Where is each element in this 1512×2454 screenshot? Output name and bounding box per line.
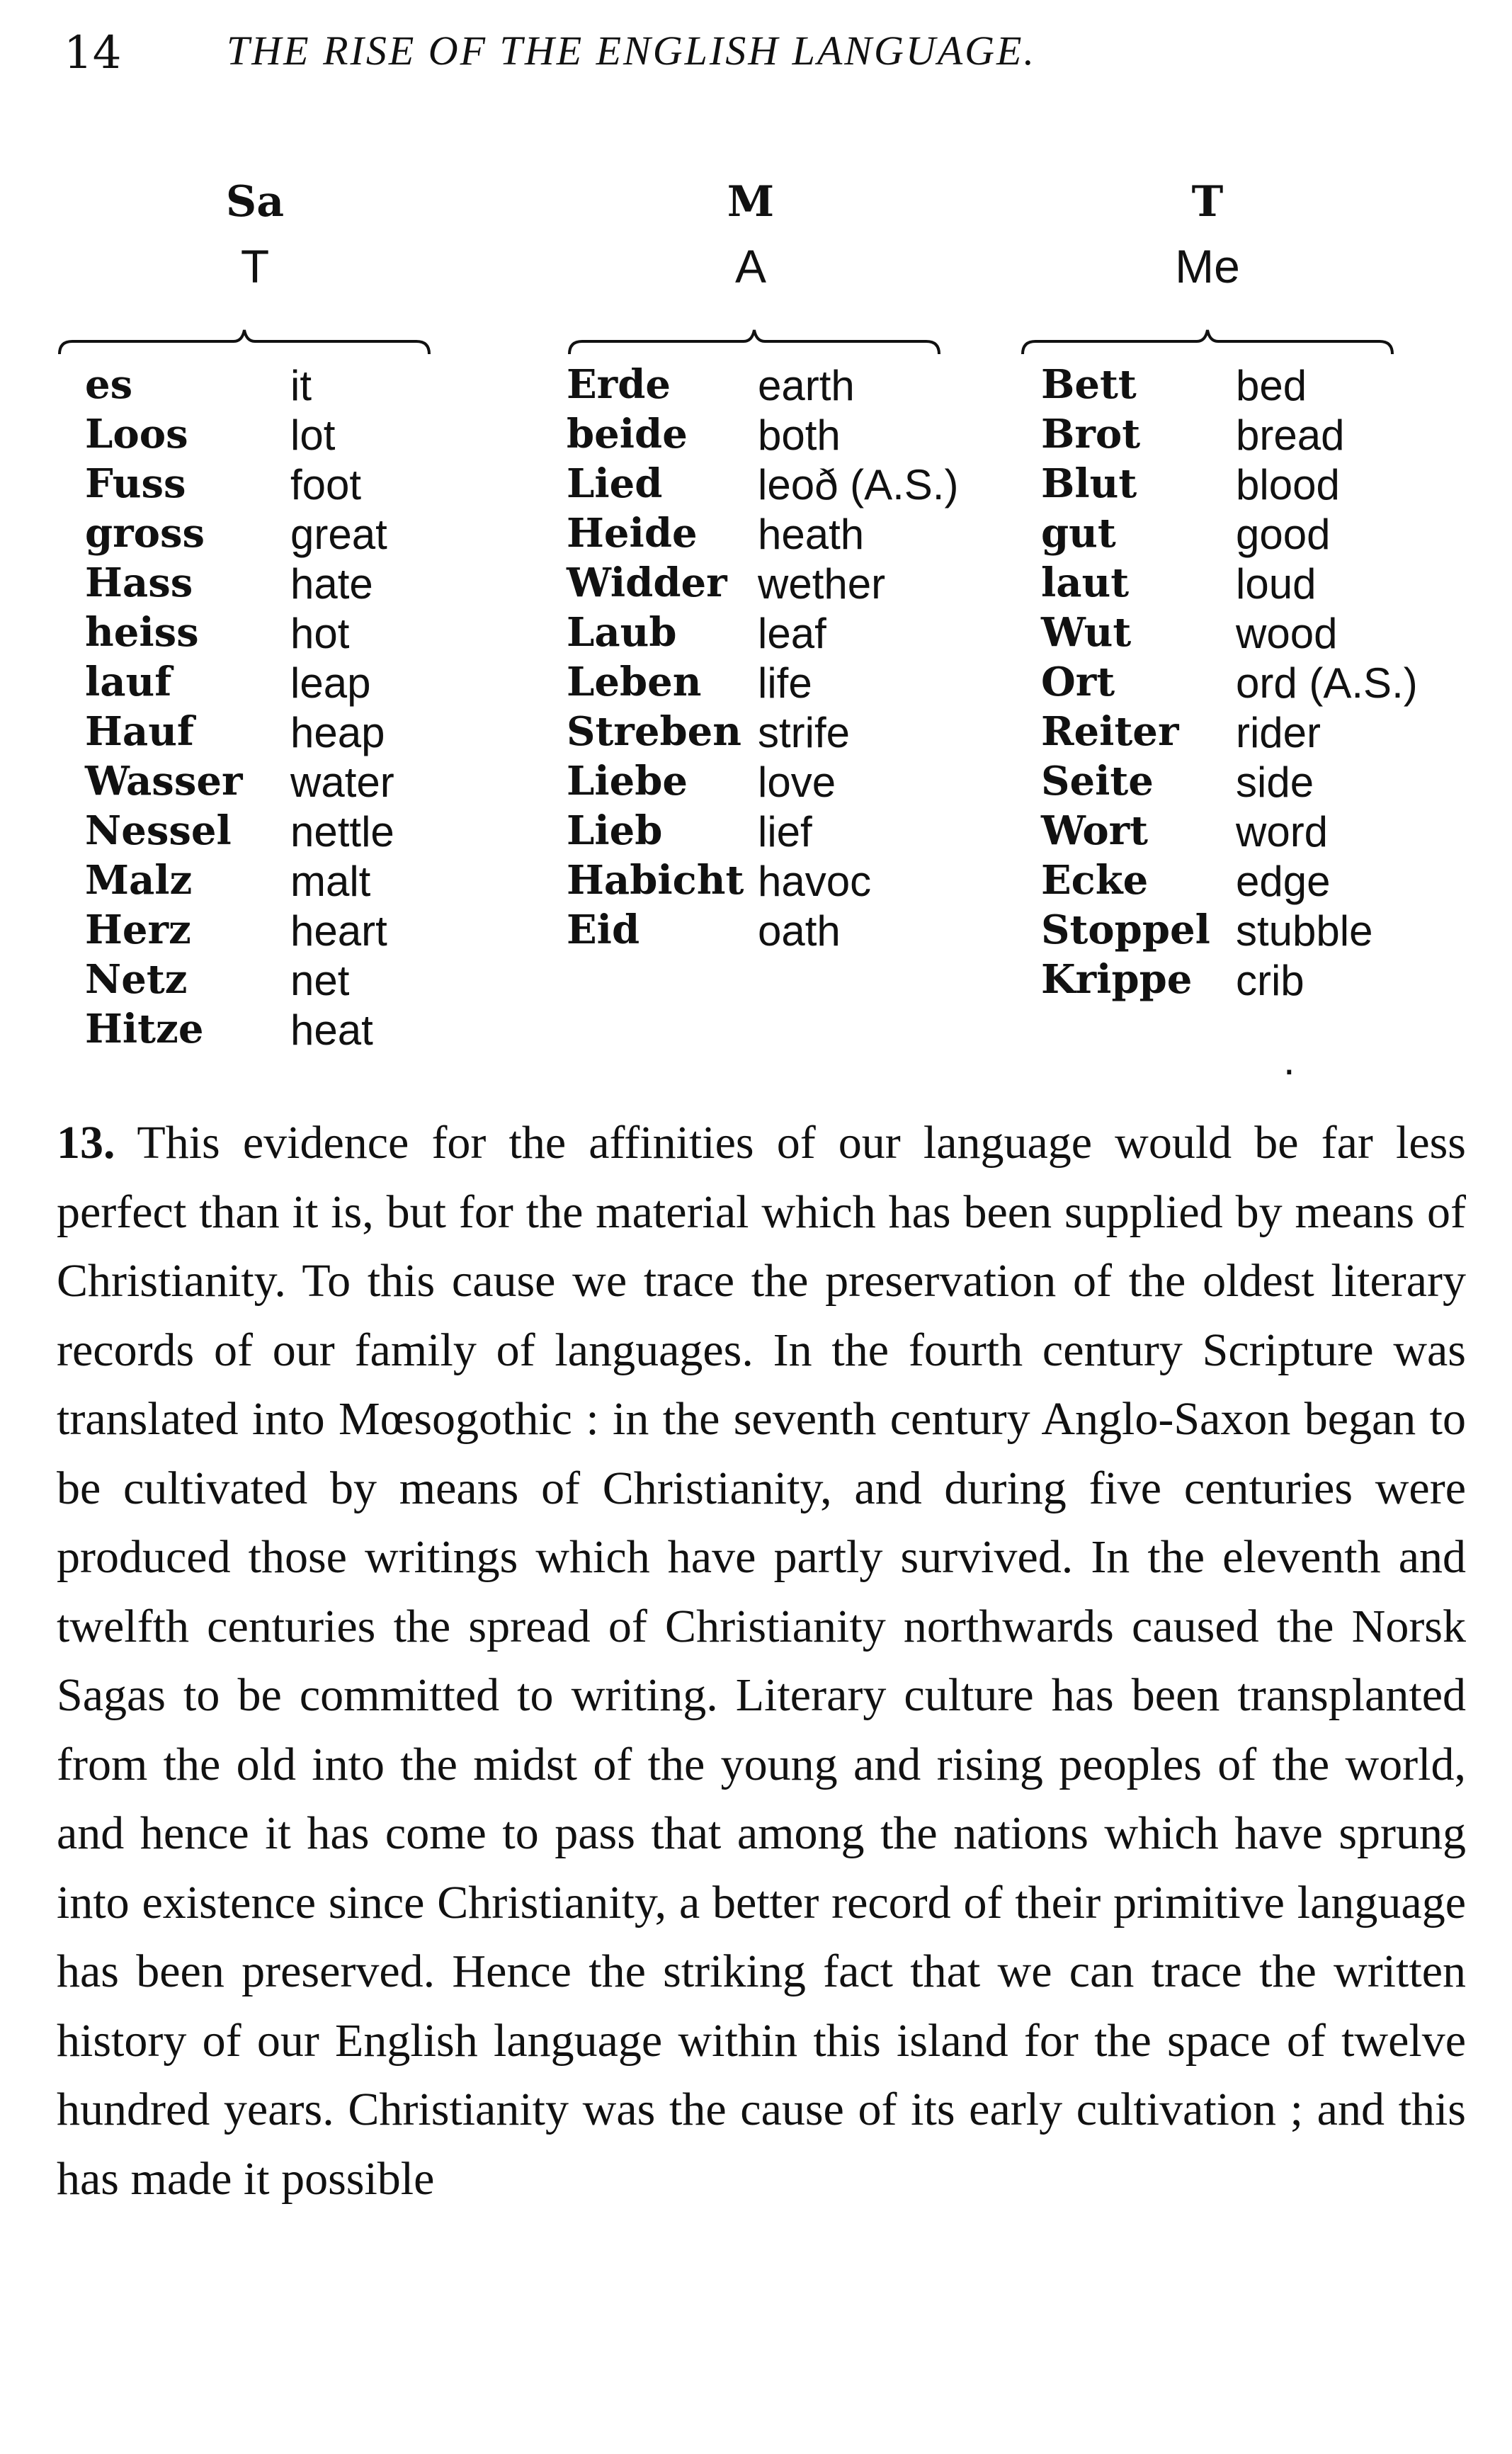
word-row (567, 857, 1006, 907)
word-row (567, 758, 1006, 807)
english-word: blood (1236, 461, 1340, 509)
word-row (1041, 857, 1480, 907)
german-word: Eid (567, 907, 640, 953)
english-word: crib (1236, 957, 1304, 1004)
german-word: Laub (567, 609, 677, 656)
word-row (85, 411, 453, 460)
word-row (567, 708, 1006, 758)
running-title: THE RISE OF THE ENGLISH LANGUAGE. (227, 28, 1036, 74)
german-word: Hass (85, 559, 193, 606)
word-row (85, 956, 453, 1006)
german-word: Krippe (1041, 956, 1193, 1003)
word-row (1041, 708, 1480, 758)
english-word: hot (290, 610, 350, 657)
german-word: Malz (85, 857, 193, 904)
german-word: beide (567, 411, 688, 458)
word-row (85, 857, 453, 907)
german-word: Nessel (85, 807, 232, 854)
english-word: leaf (758, 610, 826, 657)
word-row (567, 609, 1006, 659)
english-word: wether (758, 560, 886, 608)
word-row (1041, 956, 1480, 1006)
german-word: Lied (567, 460, 663, 507)
german-word: gross (85, 510, 205, 557)
english-word: oath (758, 907, 841, 955)
german-word: Heide (567, 510, 698, 557)
word-row (1041, 659, 1480, 708)
german-word: Erde (567, 361, 671, 408)
word-row (567, 559, 1006, 609)
word-row (85, 907, 453, 956)
word-row (1041, 361, 1480, 411)
german-word: Ecke (1041, 857, 1149, 904)
german-word: Loos (85, 411, 188, 458)
word-row (85, 708, 453, 758)
column-head-3-sub: Me (1175, 240, 1240, 292)
column-head-2 (609, 177, 892, 293)
page-header (57, 27, 1473, 91)
word-row (567, 659, 1006, 708)
english-word: earth (758, 362, 855, 409)
german-word: es (85, 361, 133, 408)
column-head-2-sub: A (734, 240, 767, 292)
german-word: Fuss (85, 460, 186, 507)
word-row (85, 609, 453, 659)
german-word: Ort (1041, 659, 1115, 705)
word-row (567, 807, 1006, 857)
paragraph-number: 13. (57, 1117, 115, 1169)
german-word: Hitze (85, 1006, 204, 1052)
german-word: Hauf (85, 708, 194, 755)
german-word: heiss (85, 609, 199, 656)
word-row (1041, 758, 1480, 807)
word-row (85, 460, 453, 510)
english-word: havoc (758, 858, 872, 905)
english-word: lot (290, 411, 336, 459)
german-word: Wort (1041, 807, 1149, 854)
german-word: Stoppel (1041, 907, 1210, 953)
english-word: strife (758, 709, 851, 756)
german-word: laut (1041, 559, 1130, 606)
german-word: Liebe (567, 758, 688, 805)
word-row (567, 361, 1006, 411)
english-word: net (290, 957, 350, 1004)
word-row (1041, 510, 1480, 559)
word-row (1041, 807, 1480, 857)
german-word: Widder (567, 559, 727, 606)
german-word: Wasser (85, 758, 243, 805)
english-word: it (290, 362, 312, 409)
english-word: both (758, 411, 841, 459)
word-row (85, 659, 453, 708)
english-word: stubble (1236, 907, 1373, 955)
german-word: lauf (85, 659, 172, 705)
english-word: side (1236, 759, 1314, 806)
word-row (1041, 609, 1480, 659)
english-word: rider (1236, 709, 1321, 756)
word-row (1041, 411, 1480, 460)
column-head-1 (113, 177, 397, 293)
english-word: heath (758, 511, 865, 558)
word-row (85, 1006, 453, 1055)
english-word: edge (1236, 858, 1331, 905)
word-row (567, 460, 1006, 510)
column-head-1-title: Sa (225, 177, 285, 227)
german-word: Bett (1041, 361, 1137, 408)
german-word: Leben (567, 659, 702, 705)
word-row (1041, 460, 1480, 510)
english-word: great (290, 511, 387, 558)
english-word: heart (290, 907, 387, 955)
body-paragraph (57, 1108, 1466, 2213)
english-word: water (290, 759, 394, 806)
page-number: 14 (64, 27, 122, 79)
german-word: Lieb (567, 807, 663, 854)
english-word: leap (290, 659, 371, 707)
english-word: good (1236, 511, 1331, 558)
english-word: leoð (A.S.) (758, 461, 959, 509)
english-word: foot (290, 461, 362, 509)
german-word: Blut (1041, 460, 1137, 507)
english-word: word (1236, 808, 1329, 856)
word-table-3 (1041, 361, 1480, 1006)
english-word: heap (290, 709, 385, 756)
word-row (1041, 559, 1480, 609)
column-head-1-sub: T (240, 240, 270, 292)
word-row (85, 559, 453, 609)
column-head-2-title: M (727, 177, 775, 227)
word-table-2 (567, 361, 1006, 956)
word-table-1 (85, 361, 453, 1055)
german-word: Reiter (1041, 708, 1179, 755)
word-row (1041, 907, 1480, 956)
column-head-3 (1066, 177, 1349, 293)
german-word: Streben (567, 708, 741, 755)
paragraph-text: This evidence for the affinities of our language would be far less perfect than it is, but for the material which has been supplied by means of Christianity. To this cause we trace the preservation of the oldest literary records of our family of languages. In the fourth century Scripture was translated into Mœsogothic : in the seventh century Anglo-Saxon began to be cultivated by means of Christianity, and during five centuries were produced those writings which have partly survived. In the eleventh and twelfth centuries the spread of Christianity northwards caused the Norsk Sagas to be committed to writing. Literary culture has been transplanted from the old into the midst of the young and rising peoples of the world, and hence it has come to pass that among the nations which have sprung into existence since Christianity, a better record of their primitive language has been preserved. Hence the striking fact that we can trace the written history of our English language within this island for the space of twelve hundred years. Christianity was the cause of its early cultivation ; and this has made it possible (57, 1117, 1466, 2205)
english-word: ord (A.S.) (1236, 659, 1418, 707)
word-row (567, 411, 1006, 460)
english-word: wood (1236, 610, 1338, 657)
english-word: loud (1236, 560, 1317, 608)
word-row (85, 807, 453, 857)
german-word: Seite (1041, 758, 1154, 805)
german-word: Brot (1041, 411, 1141, 458)
english-word: life (758, 659, 812, 707)
english-word: love (758, 759, 836, 806)
german-word: Netz (85, 956, 188, 1003)
german-word: Wut (1041, 609, 1132, 656)
english-word: nettle (290, 808, 394, 856)
word-row (567, 510, 1006, 559)
german-word: Herz (85, 907, 191, 953)
word-row (85, 758, 453, 807)
german-word: Habicht (567, 857, 744, 904)
english-word: lief (758, 808, 812, 856)
english-word: heat (290, 1006, 373, 1054)
word-row (85, 510, 453, 559)
word-row (567, 907, 1006, 956)
english-word: hate (290, 560, 373, 608)
trailing-mark: . (1283, 1036, 1295, 1084)
english-word: bed (1236, 362, 1307, 409)
english-word: bread (1236, 411, 1345, 459)
word-row (85, 361, 453, 411)
column-head-3-title: T (1191, 177, 1224, 227)
german-word: gut (1041, 510, 1116, 557)
english-word: malt (290, 858, 371, 905)
